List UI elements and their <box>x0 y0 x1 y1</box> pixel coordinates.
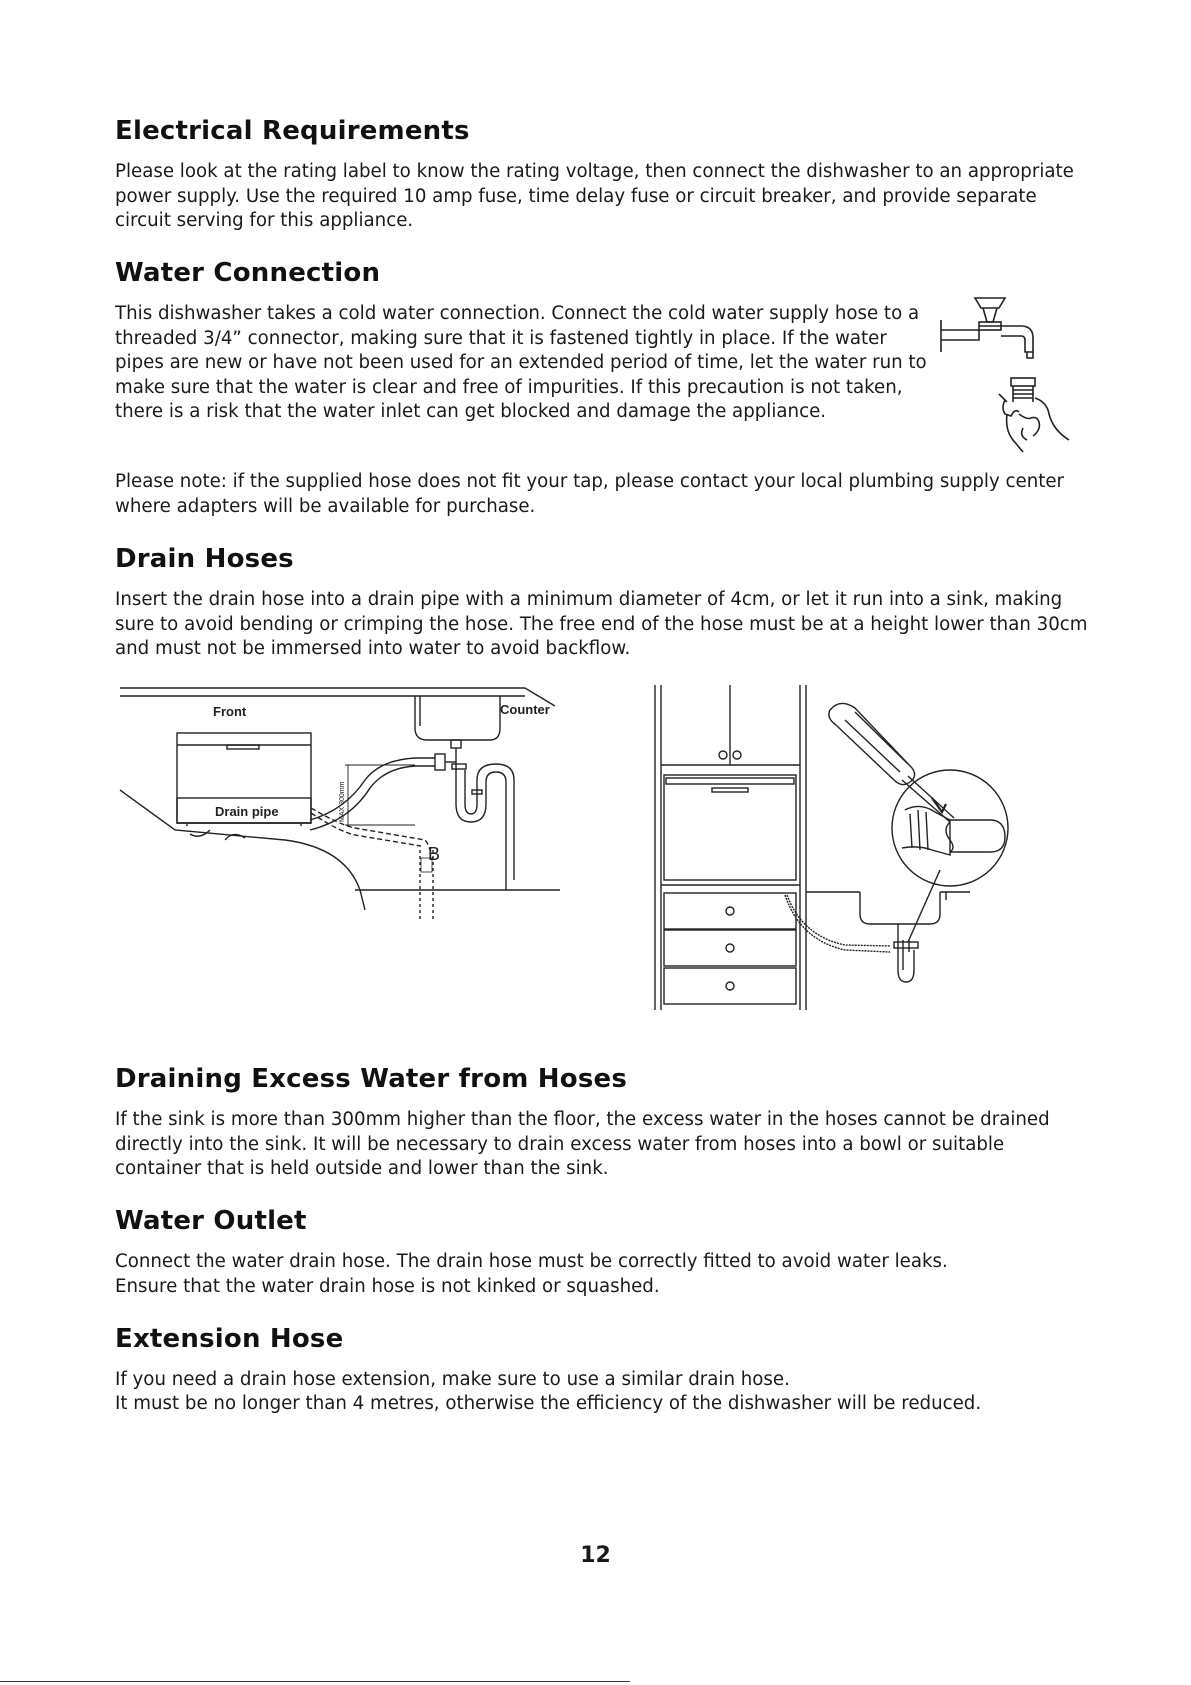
bottom-rule <box>0 1681 630 1682</box>
drain-hose-diagram-cabinet <box>650 680 1050 1010</box>
heading-water-connection: Water Connection <box>115 258 381 288</box>
water-connection-note: Please note: if the supplied hose does not fit your tap, please contact your local plumbing supply center where adapters will be available for purchase. <box>115 471 1065 517</box>
heading-draining-excess-water: Draining Excess Water from Hoses <box>115 1064 628 1094</box>
heading-electrical-requirements: Electrical Requirements <box>115 116 470 146</box>
draining-excess-text: If the sink is more than 300mm higher than the floor, the excess water in the hoses cannot be drained directly into the sink. It will be necessary to drain excess water from hoses into a bowl or suitable container that is held outside and lower than the sink. <box>115 1109 1050 1179</box>
heading-drain-hoses: Drain Hoses <box>115 544 294 574</box>
tap-hose-illustration <box>935 290 1085 460</box>
drain-hose-diagram-counter <box>115 680 605 960</box>
page-number: 12 <box>580 1543 611 1568</box>
water-outlet-text: Connect the water drain hose. The drain hose must be correctly fitted to avoid water leaks. Ensure that the water drain hose is not kinked or squashed. <box>115 1251 948 1297</box>
label-front: Front <box>213 704 247 719</box>
extension-hose-text-1: If you need a drain hose extension, make sure to use a similar drain hose. <box>115 1369 790 1390</box>
label-b: B <box>428 844 441 864</box>
drain-hoses-text: Insert the drain hose into a drain pipe with a minimum diameter of 4cm, or let it run into a sink, making sure to avoid bending or crimping the hose. The free end of the hose must be at a height lower than 30cm and must not be immersed into water to avoid backflow. <box>115 589 1088 659</box>
label-max-300mm: MAX 300mm <box>339 781 346 822</box>
electrical-text: Please look at the rating label to know the rating voltage, then connect the dishwasher to an appropriate power supply. Use the required 10 amp fuse, time delay fuse or circuit breaker, and provide separate circuit serving for this appliance. <box>115 161 1074 231</box>
heading-water-outlet: Water Outlet <box>115 1206 307 1236</box>
label-counter: Counter <box>500 702 550 717</box>
heading-extension-hose: Extension Hose <box>115 1324 344 1354</box>
water-connection-text: This dishwasher takes a cold water connection. Connect the cold water supply hose to a threaded 3/4” connector, making sure that it is fastened tightly in place. If the water pipes are new or have not been used for an extended period of time, let the water run to make sure that the water is clear and free of impurities. If this precaution is not taken, there is a risk that the water inlet can get blocked and damage the appliance. <box>115 303 927 422</box>
label-drain-pipe: Drain pipe <box>215 804 279 819</box>
extension-hose-text-2: It must be no longer than 4 metres, otherwise the efficiency of the dishwasher will be reduced. <box>115 1393 982 1414</box>
